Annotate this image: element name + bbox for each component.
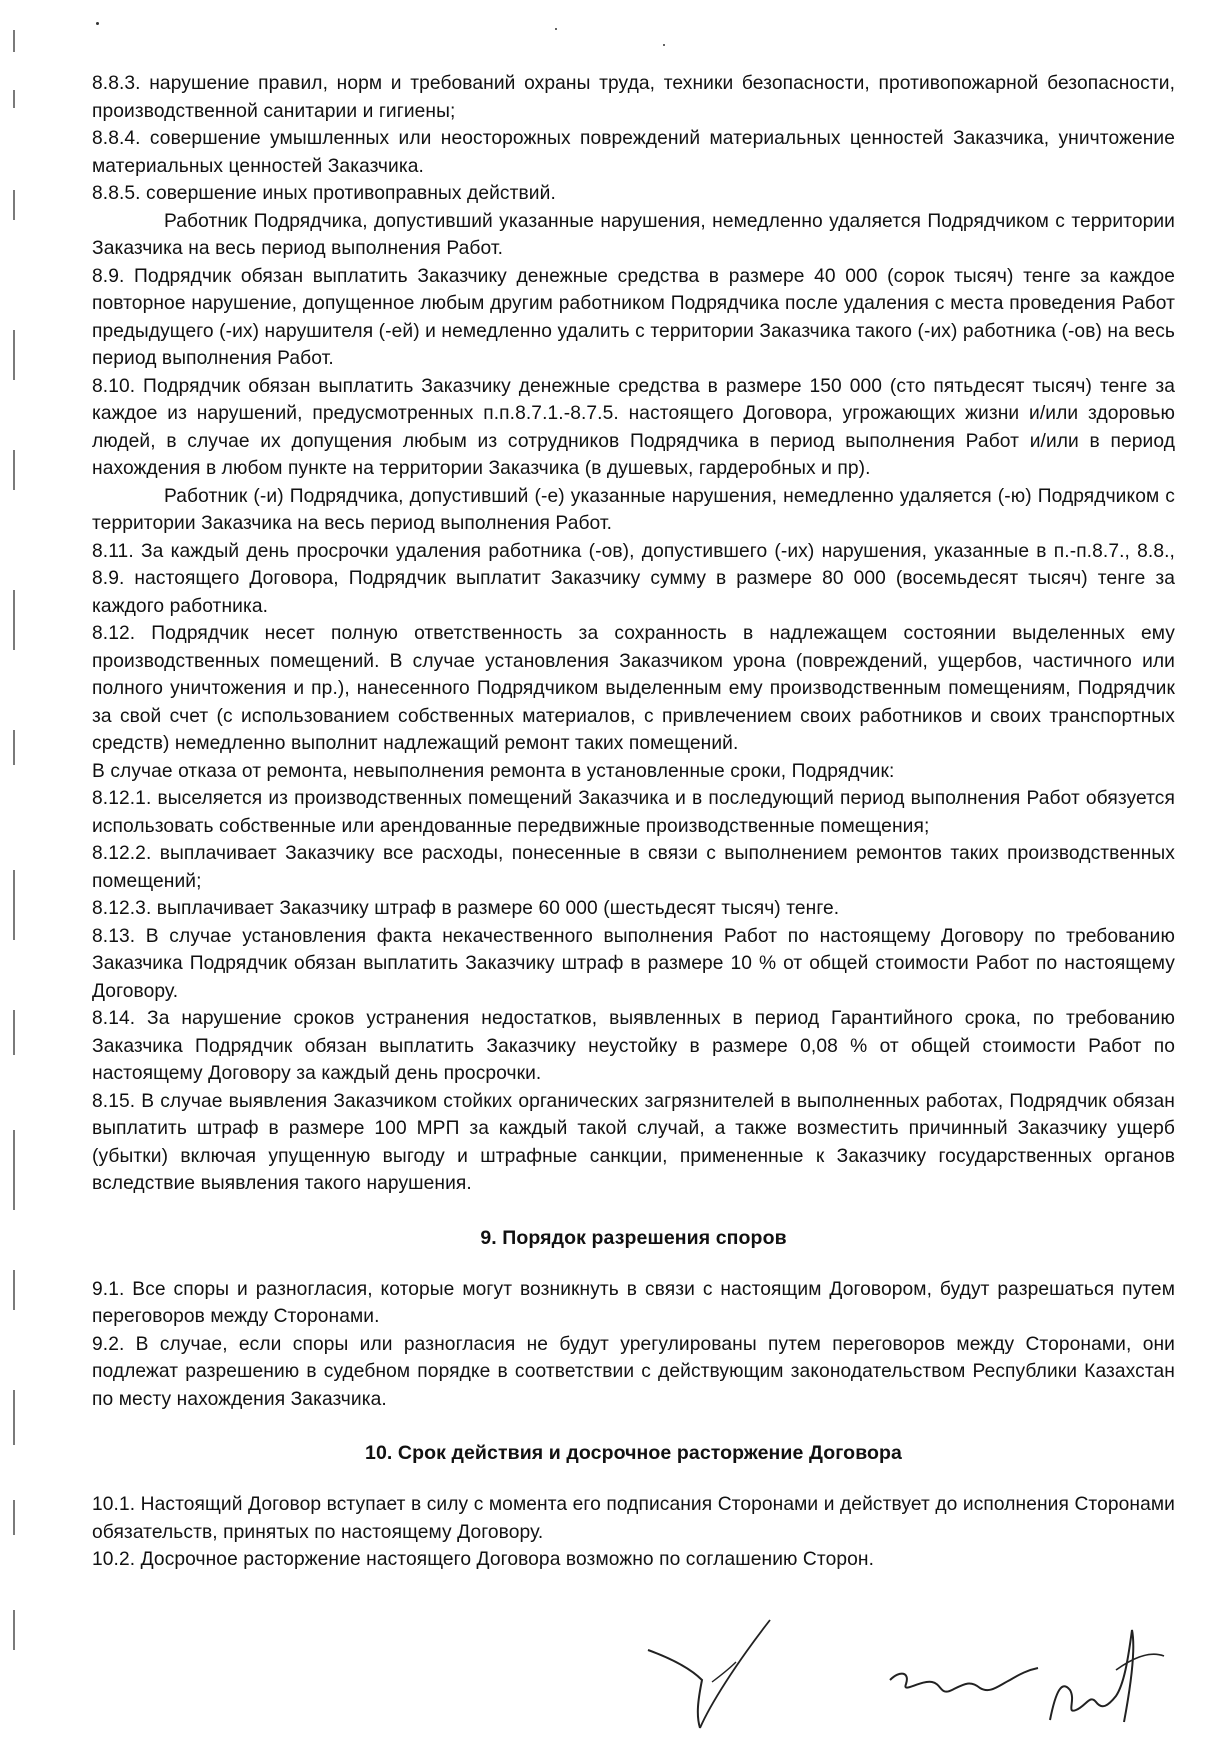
- clause-10-2: 10.2. Досрочное расторжение настоящего Договора возможно по соглашению Сторон.: [92, 1549, 875, 1570]
- clause-9-2: 9.2. В случае, если споры или разногласия не будут урегулированы путем переговоров между Сторонами, они подлежат разрешению в судебном порядке в соответствии с действующим законодательством Республики Казахстан по месту нахождения Заказчика.: [92, 1333, 1175, 1410]
- clause-8-12: 8.12. Подрядчик несет полную ответственность за сохранность в надлежащем состоянии выделенных ему производственных помещений. В случае установления Заказчиком урона (повреждений, ущербов, частичного или полного уничтожения и пр.), нанесенного Подрядчиком выделенным ему производственным помещениям, Подрядчик за свой счет (с использованием собственных материалов, с привлечением своих работников и своих транспортных средств) немедленно выполнит надлежащий ремонт таких помещений.: [92, 623, 1175, 754]
- clause-8-12-refusal: В случае отказа от ремонта, невыполнения ремонта в установленные сроки, Подрядчик:: [92, 760, 895, 782]
- clause-8-10-worker: Работник (-и) Подрядчика, допустивший (-е) указанные нарушения, немедленно удаляется (-ю) Подрядчиком с территории Заказчика на весь период выполнения Работ.: [92, 485, 1175, 534]
- clause-8-8-worker: Работник Подрядчика, допустивший указанные нарушения, немедленно удаляется Подрядчиком с территории Заказчика на весь период выполнения Работ.: [92, 210, 1175, 259]
- scan-speck: [555, 28, 557, 30]
- section-10-clauses: [92, 1491, 1175, 1574]
- signature-left: [640, 1610, 780, 1738]
- section-10-heading: 10. Срок действия и досрочное расторжение Договора: [365, 1442, 902, 1464]
- clause-8-13: 8.13. В случае установления факта некачественного выполнения Работ по настоящему Договору по требованию Заказчика Подрядчик обязан выплатить Заказчику штраф в размере 10 % от общей стоимости Работ по настоящему Договору.: [92, 925, 1175, 1002]
- scan-speck: [663, 44, 665, 46]
- scan-edge-marks: [10, 30, 20, 1730]
- clause-8-8-3: 8.8.3. нарушение правил, норм и требований охраны труда, техники безопасности, противопожарной безопасности, производственной санитарии и гигиены;: [92, 73, 1175, 122]
- clause-8-8-5: 8.8.5. совершение иных противоправных действий.: [92, 183, 556, 204]
- clause-8-12-3: 8.12.3. выплачивает Заказчику штраф в размере 60 000 (шестьдесят тысяч) тенге.: [92, 898, 840, 919]
- signature-right: [880, 1610, 1180, 1738]
- clause-8-12-1: 8.12.1. выселяется из производственных помещений Заказчика и в последующий период выполнения Работ обязуется использовать собственные или арендованные передвижные производственные помещения;: [92, 788, 1175, 837]
- clause-9-1: 9.1. Все споры и разногласия, которые могут возникнуть в связи с настоящим Договором, будут разрешаться путем переговоров между Сторонами.: [92, 1278, 1175, 1327]
- section-9-heading: 9. Порядок разрешения споров: [480, 1226, 787, 1249]
- scan-speck: [96, 22, 99, 25]
- contract-body: [92, 70, 1175, 1574]
- clause-8-12-2: 8.12.2. выплачивает Заказчику все расходы, понесенные в связи с выполнением ремонтов таких производственных помещений;: [92, 843, 1175, 892]
- clause-8-9: 8.9. Подрядчик обязан выплатить Заказчику денежные средства в размере 40 000 (сорок тысяч) тенге за каждое повторное нарушение, допущенное любым другим работником Подрядчика после удаления с места проведения Работ предыдущего (-их) нарушителя (-ей) и немедленно удалить с территории Заказчика такого (-их) работника (-ов) на весь период выполнения Работ.: [92, 265, 1175, 369]
- clause-8-15: 8.15. В случае выявления Заказчиком стойких органических загрязнителей в выполненных работах, Подрядчик обязан выплатить штраф в размере 100 МРП за каждый такой случай, а также возместить причинный Заказчику ущерб (убытки) включая упущенную выгоду и штрафные санкции, примененные к Заказчику государственных органов вследствие выявления такого нарушения.: [92, 1090, 1175, 1194]
- clause-8-14: 8.14. За нарушение сроков устранения недостатков, выявленных в период Гарантийного срока, по требованию Заказчика Подрядчик обязан выплатить Заказчику неустойку в размере 0,08 % от общей стоимости Работ по настоящему Договору за каждый день просрочки.: [92, 1008, 1175, 1084]
- clause-10-1: 10.1. Настоящий Договор вступает в силу с момента его подписания Сторонами и действует до исполнения Сторонами обязательств, принятых по настоящему Договору.: [92, 1494, 1175, 1543]
- clause-8-11: 8.11. За каждый день просрочки удаления работника (-ов), допустившего (-их) нарушения, указанные в п.-п.8.7., 8.8., 8.9. настоящего Договора, Подрядчик выплатит Заказчику сумму в размере 80 000 (восемьдесят тысяч) тенге за каждого работника.: [92, 540, 1175, 617]
- clause-8-10: 8.10. Подрядчик обязан выплатить Заказчику денежные средства в размере 150 000 (сто пятьдесят тысяч) тенге за каждое из нарушений, предусмотренных п.п.8.7.1.-8.7.5. настоящего Договора, угрожающих жизни и/или здоровью людей, в случае их допущения любым из сотрудников Подрядчика в период выполнения Работ и/или в период нахождения в любом пункте на территории Заказчика (в душевых, гардеробных и пр).: [92, 375, 1175, 479]
- section-9-clauses: [92, 1276, 1175, 1414]
- clause-8-8-4: 8.8.4. совершение умышленных или неосторожных повреждений материальных ценностей Заказчика, уничтожение материальных ценностей Заказчика.: [92, 128, 1175, 177]
- section-8-clauses: [92, 70, 1175, 1198]
- signatures-area: [0, 1610, 1225, 1742]
